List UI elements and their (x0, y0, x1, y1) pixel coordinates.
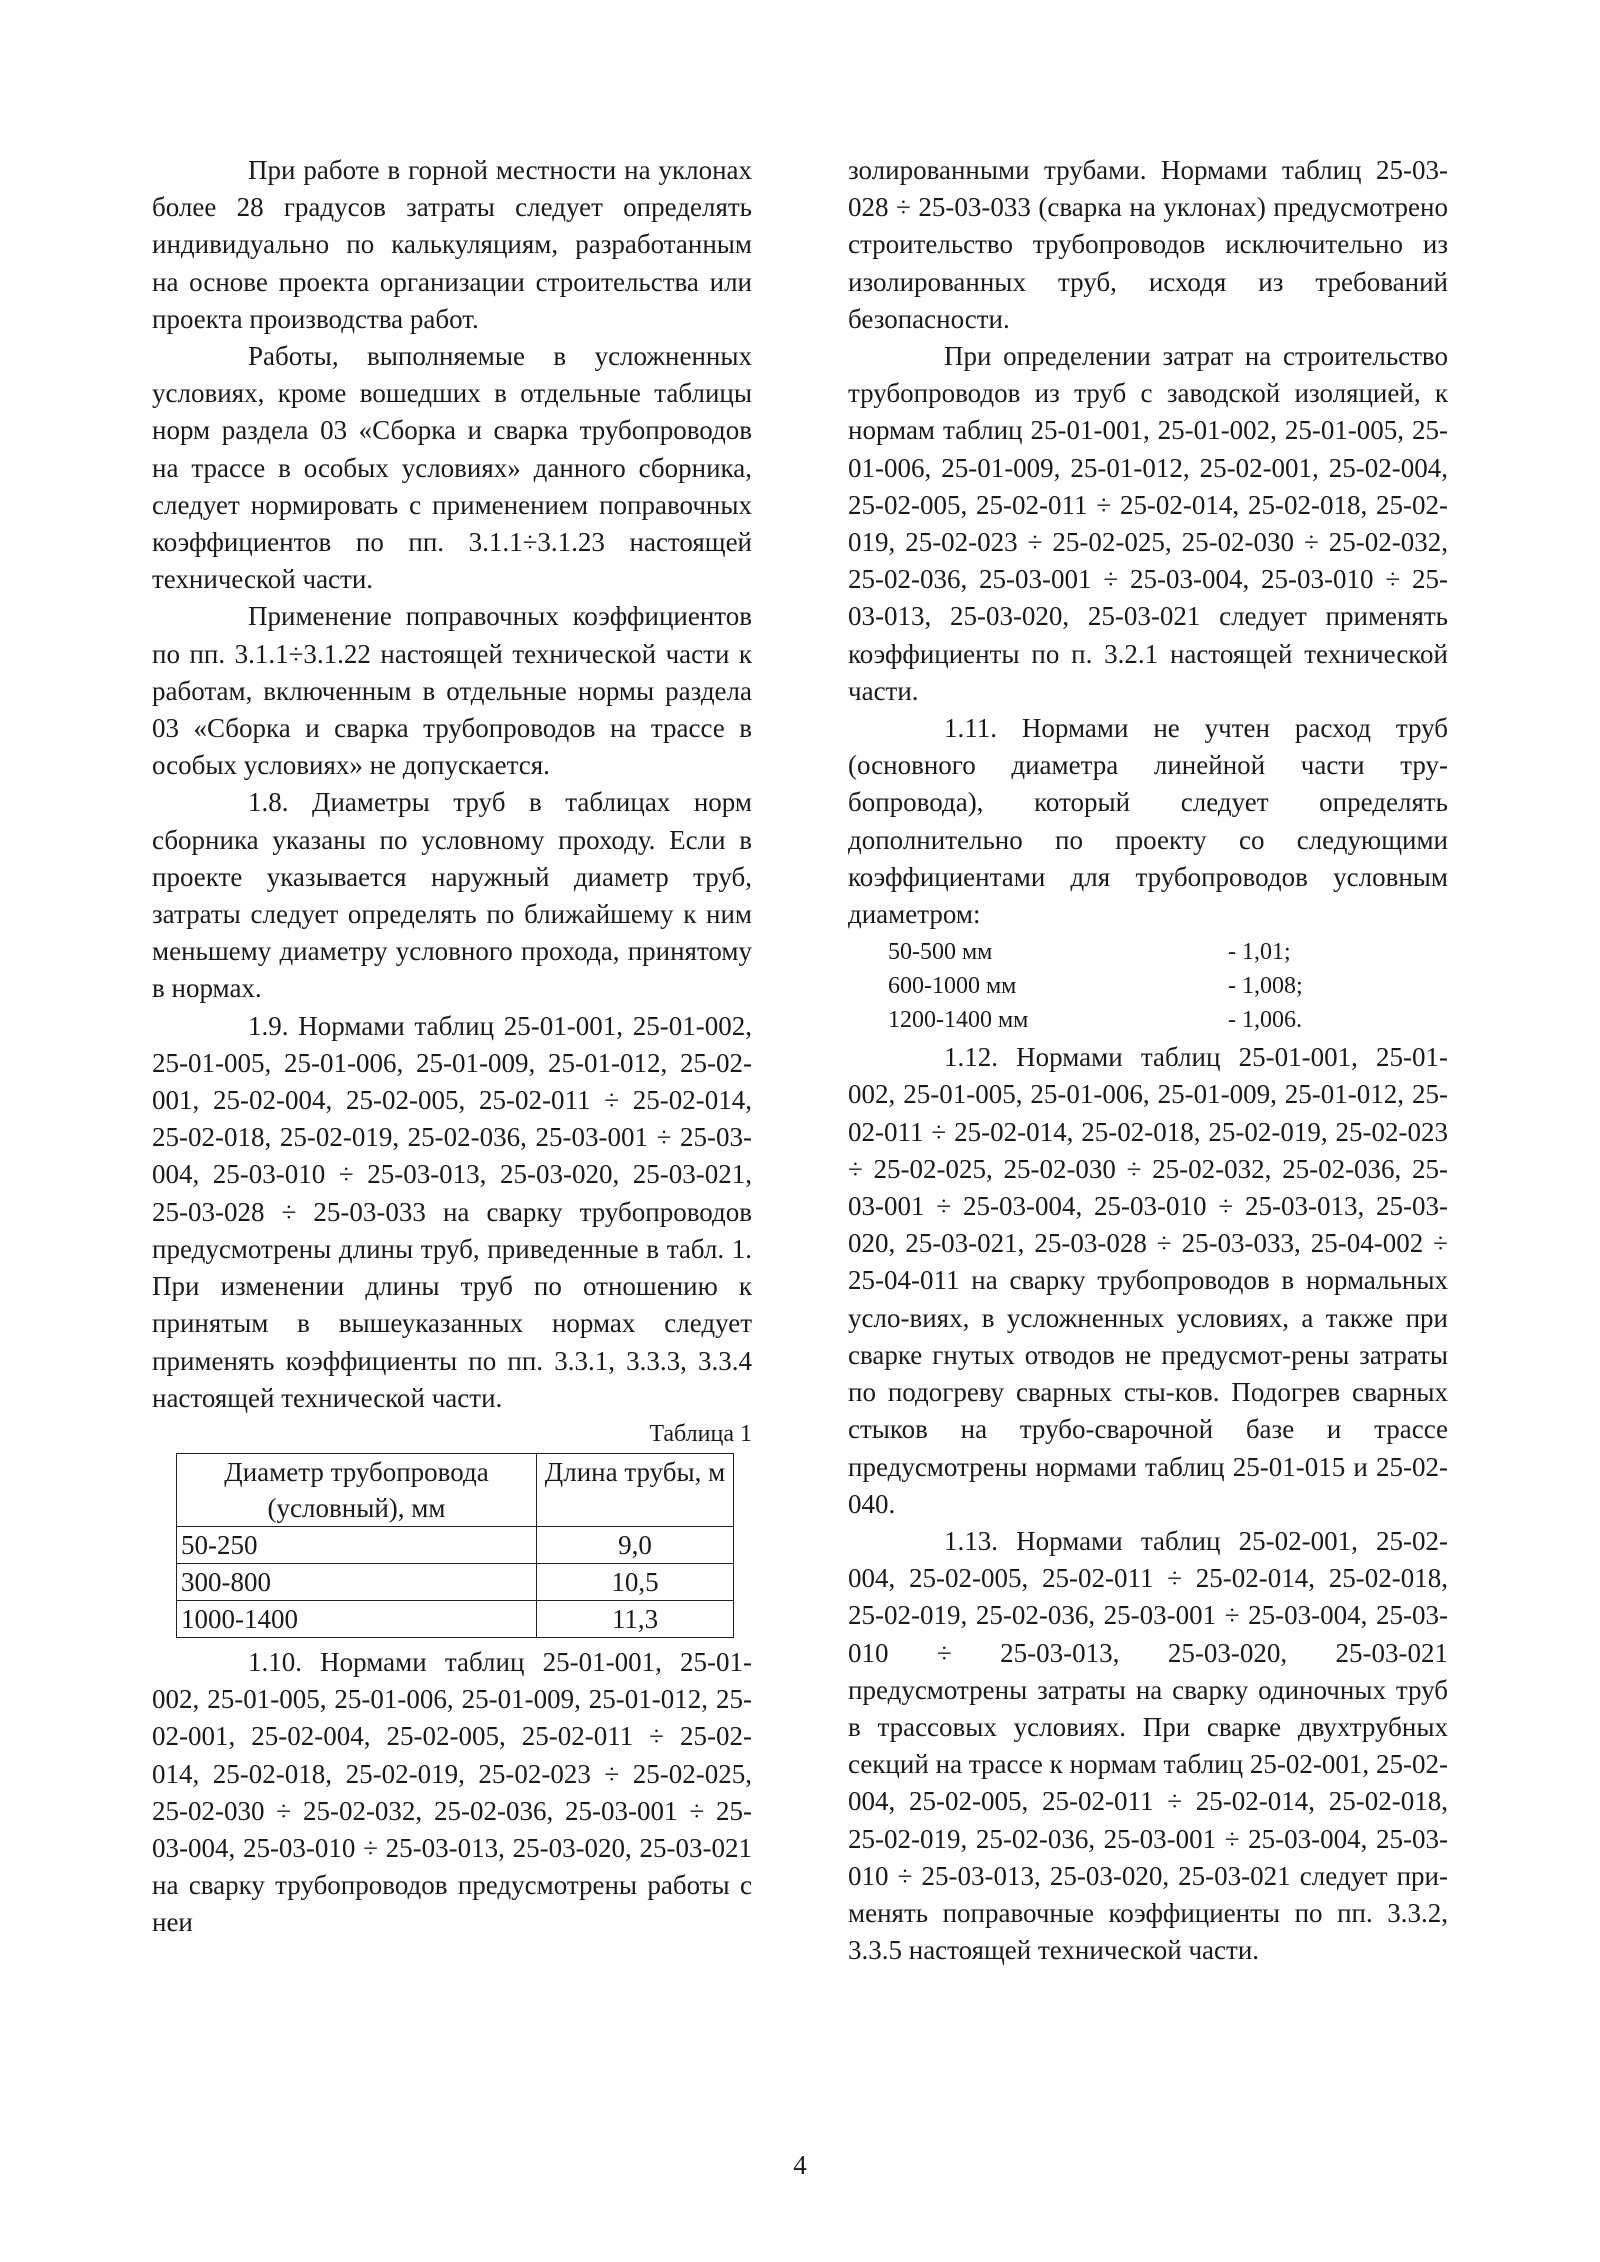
coefficient-value: - 1,008; (1228, 973, 1303, 1000)
page-number: 4 (793, 2150, 807, 2180)
paragraph-1-12: 1.12. Нормами таблиц 25-01-001, 25-01-002, 25-01-005, 25-01-006, 25-01-009, 25-01-012, 25-02-011 ÷ 25-02-014, 25-02-018, 25-02-019, 25-02-023 ÷ 25-02-025, 25-02-030 ÷ 25-02-032, 25-02-036, 25-03-001 ÷ 25-03-004, 25-03-010 ÷ 25-03-013, 25-03-020, 25-03-021, 25-03-028 ÷ 25-03-033, 25-04-002 ÷ 25-04-011 на сварку трубопроводов в нормальных усло-виях, в усложненных условиях, а также при сварке гнутых отводов не предусмот-рены затраты по подогреву сварных сты-ков. Подогрев сварных стыков на трубо-сварочной базе и трассе предусмотрены нормами таблиц 25-01-015 и 25-02-040. (848, 1042, 1448, 1519)
table-cell-diameter: 300-800 (177, 1563, 537, 1600)
table-cell-diameter: 1000-1400 (177, 1600, 537, 1637)
left-column (152, 152, 752, 1942)
paragraph-1-8: 1.8. Диаметры труб в таблицах норм сборника указаны по условному проходу. Если в проекте указывается наружный диаметр труб, затраты следует определять по ближайшему к ним меньшему диаметру условного прохода, принятому в нормах. (152, 787, 752, 1004)
coefficient-value: - 1,006. (1228, 1007, 1302, 1034)
paragraph-coefficients-restriction: Применение поправочных коэффициентов по пп. 3.1.1÷3.1.22 настоящей технической части к работам, включенным в отдельные нормы раздела 03 «Сборка и сварка трубопроводов на трассе в особых условиях» не допускается. (152, 601, 752, 781)
table-row (177, 1526, 734, 1563)
table-row (177, 1563, 734, 1600)
table-cell-length: 9,0 (537, 1526, 734, 1563)
table-header-length: Длина трубы, м (537, 1453, 734, 1526)
paragraph-factory-insulation: При определении затрат на строительство трубопроводов из труб с заводской изоляцией, к нормам таблиц 25-01-001, 25-01-002, 25-01-005, 25-01-006, 25-01-009, 25-01-012, 25-02-001, 25-02-004, 25-02-005, 25-02-011 ÷ 25-02-014, 25-02-018, 25-02-019, 25-02-023 ÷ 25-02-025, 25-02-030 ÷ 25-02-032, 25-02-036, 25-03-001 ÷ 25-03-004, 25-03-010 ÷ 25-03-013, 25-03-020, 25-03-021 следует применять коэффициенты по п. 3.2.1 настоящей технической части. (848, 341, 1448, 706)
paragraph-1-9: 1.9. Нормами таблиц 25-01-001, 25-01-002, 25-01-005, 25-01-006, 25-01-009, 25-01-012, 25-02-001, 25-02-004, 25-02-005, 25-02-011 ÷ 25-02-014, 25-02-018, 25-02-019, 25-02-036, 25-03-001 ÷ 25-03-004, 25-03-010 ÷ 25-03-013, 25-03-020, 25-03-021, 25-03-028 ÷ 25-03-033 на сварку трубопроводов предусмотрены длины труб, приведенные в табл. 1. При изменении длины труб по отношению к принятым в вышеуказанных нормах следует применять коэффициенты по пп. 3.3.1, 3.3.3, 3.3.4 настоящей технической части. (152, 1010, 752, 1413)
table-cell-length: 11,3 (537, 1600, 734, 1637)
table-cell-length: 10,5 (537, 1563, 734, 1600)
paragraph-1-10: 1.10. Нормами таблиц 25-01-001, 25-01-002, 25-01-005, 25-01-006, 25-01-009, 25-01-012, 25-02-001, 25-02-004, 25-02-005, 25-02-011 ÷ 25-02-014, 25-02-018, 25-02-019, 25-02-023 ÷ 25-02-025, 25-02-030 ÷ 25-02-032, 25-02-036, 25-03-001 ÷ 25-03-004, 25-03-010 ÷ 25-03-013, 25-03-020, 25-03-021 на сварку трубопроводов предусмотрены работы с неи (152, 1646, 752, 1938)
pipe-length-table (176, 1453, 734, 1638)
coefficient-list (888, 935, 1448, 1037)
table-cell-diameter: 50-250 (177, 1526, 537, 1563)
table-caption: Таблица 1 (649, 1420, 752, 1447)
paragraph-mountain-terrain: При работе в горной местности на уклонах более 28 градусов затраты следует определять индивидуально по калькуляциям, разработанным на основе проекта организации строительства или проекта производства работ. (152, 155, 752, 334)
paragraph-complicated-conditions: Работы, выполняемые в усложненных условиях, кроме вошедших в отдельные таблицы норм раздела 03 «Сборка и сварка трубопроводов на трассе в особых условиях» данного сборника, следует нормировать с применением поправочных коэффициентов по пп. 3.1.1÷3.1.23 настоящей технической части. (152, 341, 752, 595)
coefficient-value: - 1,01; (1228, 939, 1291, 966)
table-header-diameter: Диаметр трубопровода (условный), мм (177, 1453, 537, 1526)
coefficient-range: 600-1000 мм (888, 973, 1017, 1000)
table-header-row (177, 1453, 734, 1526)
coefficient-range: 1200-1400 мм (888, 1007, 1029, 1034)
coefficient-range: 50-500 мм (888, 939, 993, 966)
paragraph-1-11: 1.11. Нормами не учтен расход труб (основного диаметра линейной части трубопровода), который следует определять дополнительно по проекту со следующими коэффициентами для трубопроводов условным диаметром: (848, 713, 1448, 930)
table-row (177, 1600, 734, 1637)
right-column (848, 152, 1448, 1969)
paragraph-1-13: 1.13. Нормами таблиц 25-02-001, 25-02-004, 25-02-005, 25-02-011 ÷ 25-02-014, 25-02-018, 25-02-019, 25-02-036, 25-03-001 ÷ 25-03-004, 25-03-010 ÷ 25-03-013, 25-03-020, 25-03-021 предусмотрены затраты на сварку одиночных труб в трассовых условиях. При сварке двухтрубных секций на трассе к нормам таблиц 25-02-001, 25-02-004, 25-02-005, 25-02-011 ÷ 25-02-014, 25-02-018, 25-02-019, 25-02-036, 25-03-001 ÷ 25-03-004, 25-03-010 ÷ 25-03-013, 25-03-020, 25-03-021 следует применять поправочные коэффициенты по пп. 3.3.2, 3.3.5 настоящей технической части. (848, 1525, 1448, 1966)
paragraph-1-10-continued: золированными трубами. Нормами таблиц 25-03-028 ÷ 25-03-033 (сварка на уклонах) предусмотрено строительство трубопроводов исключительно из изолированных труб, исходя из требований безопасности. (848, 155, 1448, 334)
